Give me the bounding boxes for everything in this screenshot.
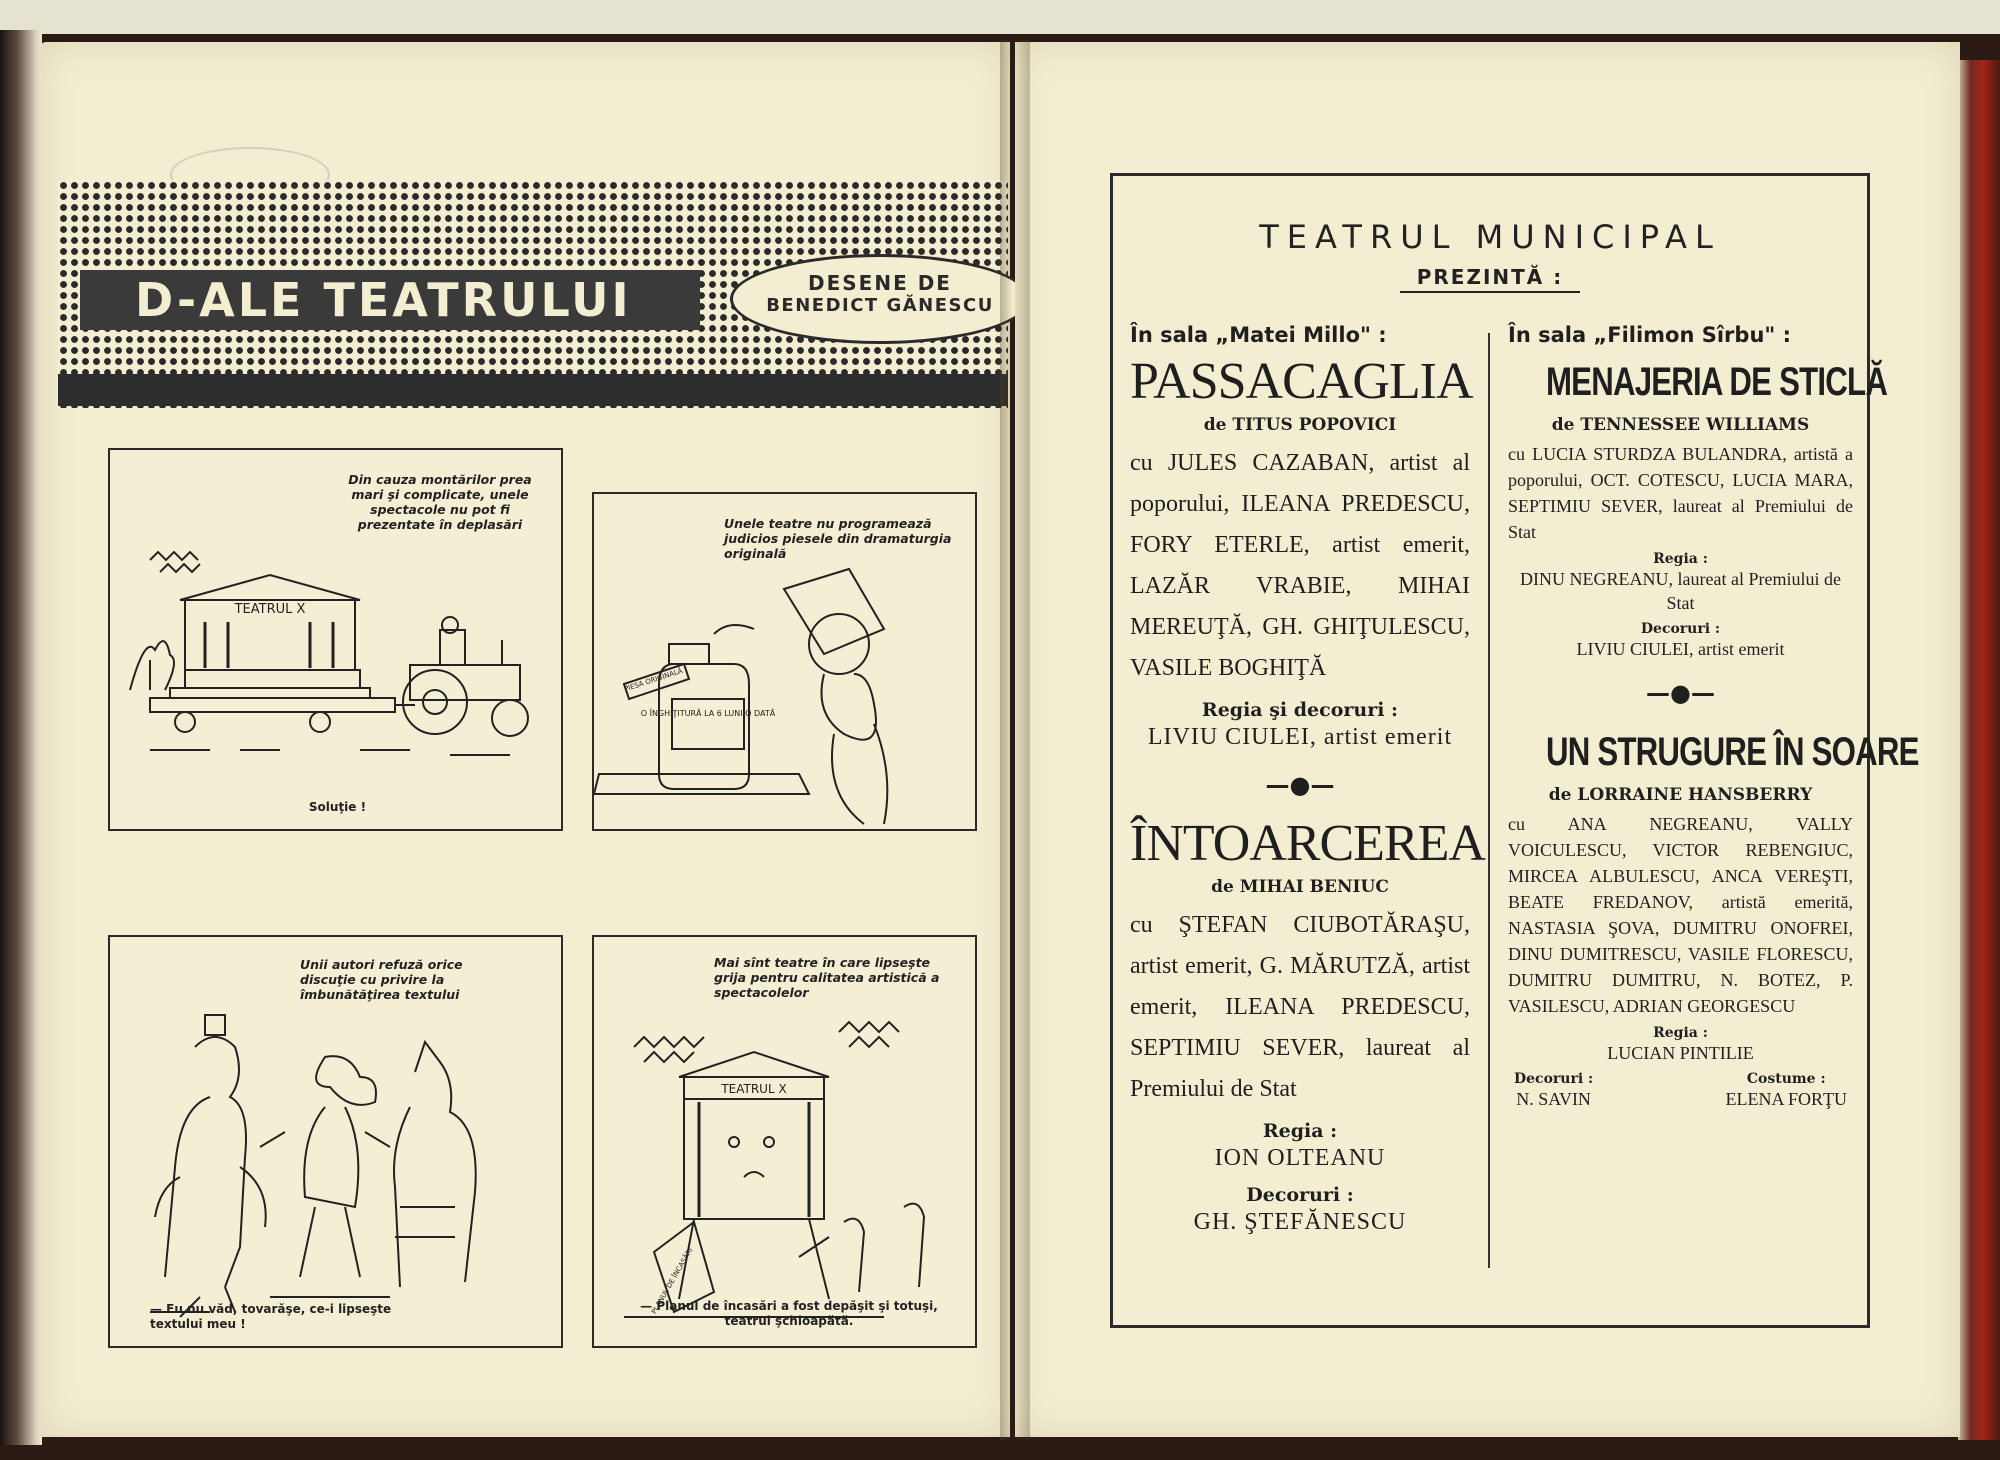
play-cast: cu ANA NEGREANU, VALLY VOICULESCU, VICTOR REBENGIUC, MIRCEA ALBULESCU, ANCA VEREŞTI, BEATE FREDANOV, artistă emerită, NASTASIA ŞOVA, DUMITRU ONOFREI, DINU DUMITRESCU, VASILE FLORESCU, DUMITRU DUMITRU, N. BOTEZ, P. VASILESCU, ADRIAN GEORGESCU bbox=[1508, 814, 1853, 1016]
book-edge-right bbox=[1958, 60, 2000, 1440]
costumes-credit bbox=[1726, 1065, 1848, 1111]
background-strip bbox=[0, 0, 2000, 34]
direction-label: Regia : bbox=[1653, 1025, 1708, 1041]
sets-value: LIVIU CIULEI, artist emerit bbox=[1576, 639, 1785, 659]
direction-value: LUCIAN PINTILIE bbox=[1607, 1043, 1754, 1063]
bottle-label: O ÎNGHIŢITURĂ LA 6 LUNI O DATĂ bbox=[640, 709, 776, 718]
column-divider bbox=[1488, 333, 1490, 1268]
play-title: ÎNTOARCEREA bbox=[1130, 815, 1485, 872]
costumes-label: Costume : bbox=[1746, 1071, 1826, 1087]
cartoon-punchline: — Eu nu văd, tovarăşe, ce-i lipseşte textului meu ! bbox=[150, 1302, 392, 1331]
credit-label: Regia şi decoruri : bbox=[1201, 699, 1399, 721]
play-author: de LORRAINE HANSBERRY bbox=[1548, 785, 1813, 805]
play-title: UN STRUGURE ÎN SOARE bbox=[1545, 730, 1919, 774]
play-cast: cu LUCIA STURDZA BULANDRA, artistă a poporului, OCT. COTESCU, LUCIA MARA, SEPTIMIU SEVER, laureat al Premiului de Stat bbox=[1508, 444, 1853, 542]
credit-line-1: DESENE DE bbox=[808, 271, 952, 295]
theatre-sign: TEATRUL X bbox=[721, 1082, 787, 1096]
program-title: TEATRUL MUNICIPAL bbox=[1259, 218, 1721, 256]
cartoon-drawing-tractor bbox=[110, 450, 563, 831]
play-title: PASSACAGLIA bbox=[1130, 353, 1473, 410]
separator: —●— bbox=[1265, 771, 1335, 799]
program-subtitle: PREZINTĂ : bbox=[1400, 265, 1580, 293]
cartoon-punchline: Soluţie ! bbox=[308, 800, 367, 814]
sets-label: Decoruri : bbox=[1514, 1071, 1594, 1087]
credit-value: LIVIU CIULEI, artist emerit bbox=[1147, 724, 1453, 750]
left-page bbox=[40, 42, 1010, 1437]
credit-line-2: BENEDICT GĂNESCU bbox=[766, 295, 994, 316]
costumes-value: ELENA FORŢU bbox=[1725, 1089, 1847, 1109]
cartoon-drawing-author bbox=[110, 937, 563, 1348]
credits-row bbox=[1508, 1065, 1853, 1111]
cartoon-caption: Din cauza montărilor prea mari şi complicate, unele spectacole nu pot fi prezentate în deplasări bbox=[348, 472, 532, 532]
play-author: de TENNESSEE WILLIAMS bbox=[1551, 415, 1810, 435]
hall-column-matei-millo bbox=[1130, 323, 1485, 1238]
cartoon-panel-1 bbox=[108, 448, 563, 831]
cartoon-punchline: — Planul de încasări a fost depăşit şi totuşi, teatrul şchioapătă. bbox=[640, 1299, 938, 1328]
cartoon-drawing-bottle bbox=[594, 494, 977, 831]
cartoon-panel-2 bbox=[592, 492, 977, 831]
sets-label: Decoruri : bbox=[1640, 621, 1721, 637]
play-cast: cu ŞTEFAN CIUBOTĂRAŞU, artist emerit, G. MĂRUTZĂ, artist emerit, ILEANA PREDESCU, SEPTIMIU SEVER, laureat al Premiului de Stat bbox=[1130, 912, 1470, 1102]
separator: —●— bbox=[1646, 679, 1715, 707]
play-author: de TITUS POPOVICI bbox=[1203, 415, 1397, 435]
sets-value: N. SAVIN bbox=[1516, 1089, 1591, 1109]
direction-label: Regia : bbox=[1653, 551, 1708, 567]
direction-label: Regia : bbox=[1262, 1120, 1338, 1142]
section-title: D-ALE TEATRULUI bbox=[80, 270, 700, 330]
sets-label: Decoruri : bbox=[1246, 1184, 1354, 1206]
theatre-sign: TEATRUL X bbox=[234, 602, 306, 617]
header-underline-bar bbox=[58, 374, 1008, 406]
play-title: MENAJERIA DE STICLĂ bbox=[1545, 360, 1888, 404]
hall-name: În sala „Matei Millo" : bbox=[1130, 323, 1387, 347]
direction-value: DINU NEGREANU, laureat al Premiului de Stat bbox=[1520, 569, 1841, 613]
book-spine bbox=[1000, 40, 1030, 1440]
play-author: de MIHAI BENIUC bbox=[1211, 877, 1389, 897]
cartoon-caption: Unele teatre nu programează judicios piesele din dramaturgia originală bbox=[724, 516, 952, 561]
book-edge-left bbox=[0, 30, 42, 1445]
cartoon-drawing-limping-theatre bbox=[594, 937, 977, 1348]
sets-value: GH. ŞTEFĂNESCU bbox=[1193, 1209, 1407, 1235]
hall-name: În sala „Filimon Sîrbu" : bbox=[1508, 323, 1792, 347]
cartoon-caption: Unii autori refuză orice discuţie cu privire la îmbunătăţirea textului bbox=[300, 957, 463, 1002]
cartoon-caption: Mai sînt teatre în care lipseşte grija pentru calitatea artistică a spectacolelor bbox=[714, 955, 940, 1000]
direction-value: ION OLTEANU bbox=[1214, 1145, 1386, 1171]
placard-label: PLANUL DE ÎNCASĂRI bbox=[650, 1246, 695, 1316]
tag-label: PIESA ORIGINALĂ bbox=[623, 666, 684, 694]
hall-column-filimon-sirbu bbox=[1508, 323, 1919, 1111]
cartoon-panel-3 bbox=[108, 935, 563, 1348]
cartoon-panel-4 bbox=[592, 935, 977, 1348]
sets-credit bbox=[1514, 1065, 1593, 1111]
play-cast: cu JULES CAZABAN, artist al poporului, ILEANA PREDESCU, FORY ETERLE, artist emerit, LAZĂR VRABIE, MIHAI MEREUŢĂ, GH. GHIŢULESCU, VASILE BOGHIŢĂ bbox=[1130, 450, 1470, 681]
illustrator-credit bbox=[730, 254, 1030, 344]
theatre-program bbox=[1110, 173, 1919, 1328]
